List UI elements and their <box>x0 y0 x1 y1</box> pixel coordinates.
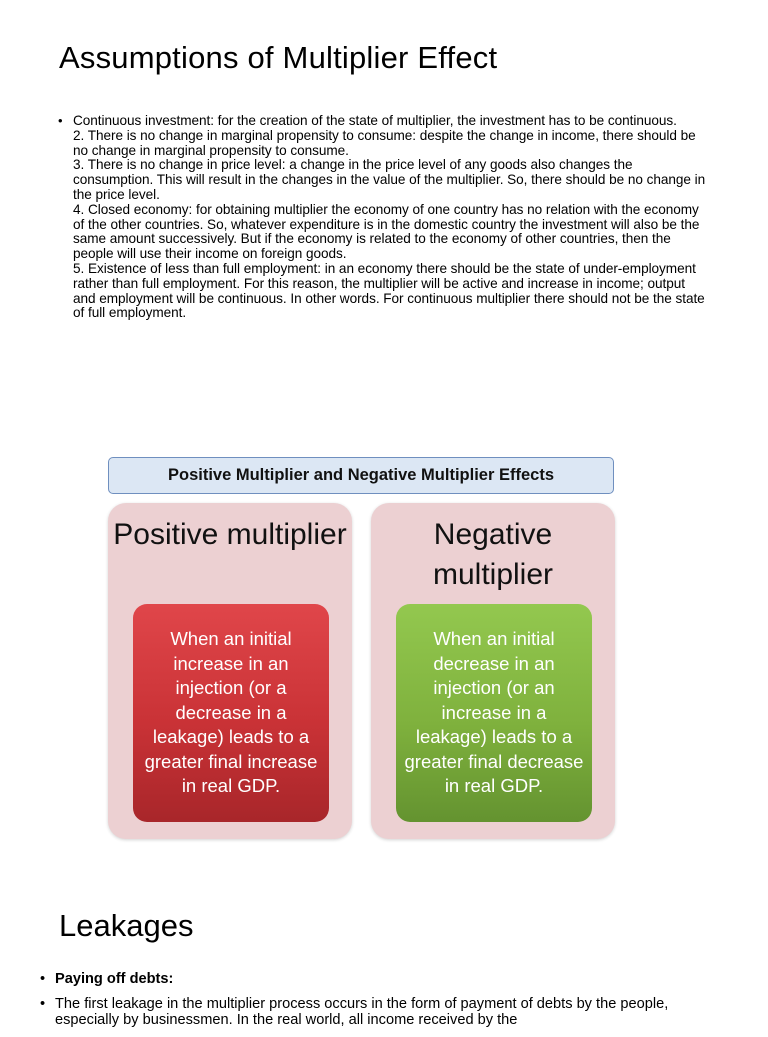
assumptions-list <box>58 114 710 321</box>
positive-multiplier-panel <box>108 503 352 839</box>
negative-multiplier-title: Negative multiplier <box>432 518 554 591</box>
bullet-marker: • <box>58 113 63 128</box>
leakage-text: The first leakage in the multiplier process occurs in the form of payment of debts by the people, especially by businessmen. In the real world, all income received by the <box>55 995 669 1028</box>
assumption-paragraph: Continuous investment: for the creation of the state of multiplier, the investment has to be continuous. <box>73 113 677 128</box>
leakage-heading: Paying off debts: <box>55 971 174 987</box>
positive-multiplier-title: Positive multiplier <box>113 518 347 551</box>
assumption-paragraph: 2. There is no change in marginal propensity to consume: despite the change in income, there should be no change in marginal propensity to consume. <box>73 127 696 158</box>
assumption-paragraph: 3. There is no change in price level: a change in the price level of any goods also changes the consumption. This will result in the changes in the value of the multiplier. So, there should be no change in the price level. <box>73 157 706 202</box>
negative-multiplier-panel <box>371 503 615 839</box>
assumption-paragraph: 5. Existence of less than full employment: in an economy there should be the state of under-employment rather than full employment. For this reason, the multiplier will be active and increase in income; output and employment will be continuous. In other words. For continuous multiplier there should not be the state of full employment. <box>73 260 705 321</box>
assumption-paragraph: 4. Closed economy: for obtaining multiplier the economy of one country has no relation with the economy of the other countries. So, whatever expenditure is in the domestic country the investment will also be the same amount successively. But if the economy is related to the economy of other countries, then the people will use their income on foreign goods. <box>73 201 700 262</box>
diagram-header: Positive Multiplier and Negative Multiplier Effects <box>108 457 614 494</box>
negative-multiplier-description: When an initial decrease in an injection (or an increase in a leakage) leads to a greater final decrease in real GDP. <box>396 604 592 822</box>
leakages-title: Leakages <box>59 908 194 943</box>
bullet-marker: • <box>40 995 46 1012</box>
leakages-list <box>40 971 720 1037</box>
slide-title: Assumptions of Multiplier Effect <box>59 40 498 75</box>
assumptions-text <box>73 114 710 321</box>
bullet-marker: • <box>40 971 46 987</box>
list-item <box>40 971 720 988</box>
positive-multiplier-description: When an initial increase in an injection (or a decrease in a leakage) leads to a greater final increase in real GDP. <box>133 604 329 822</box>
